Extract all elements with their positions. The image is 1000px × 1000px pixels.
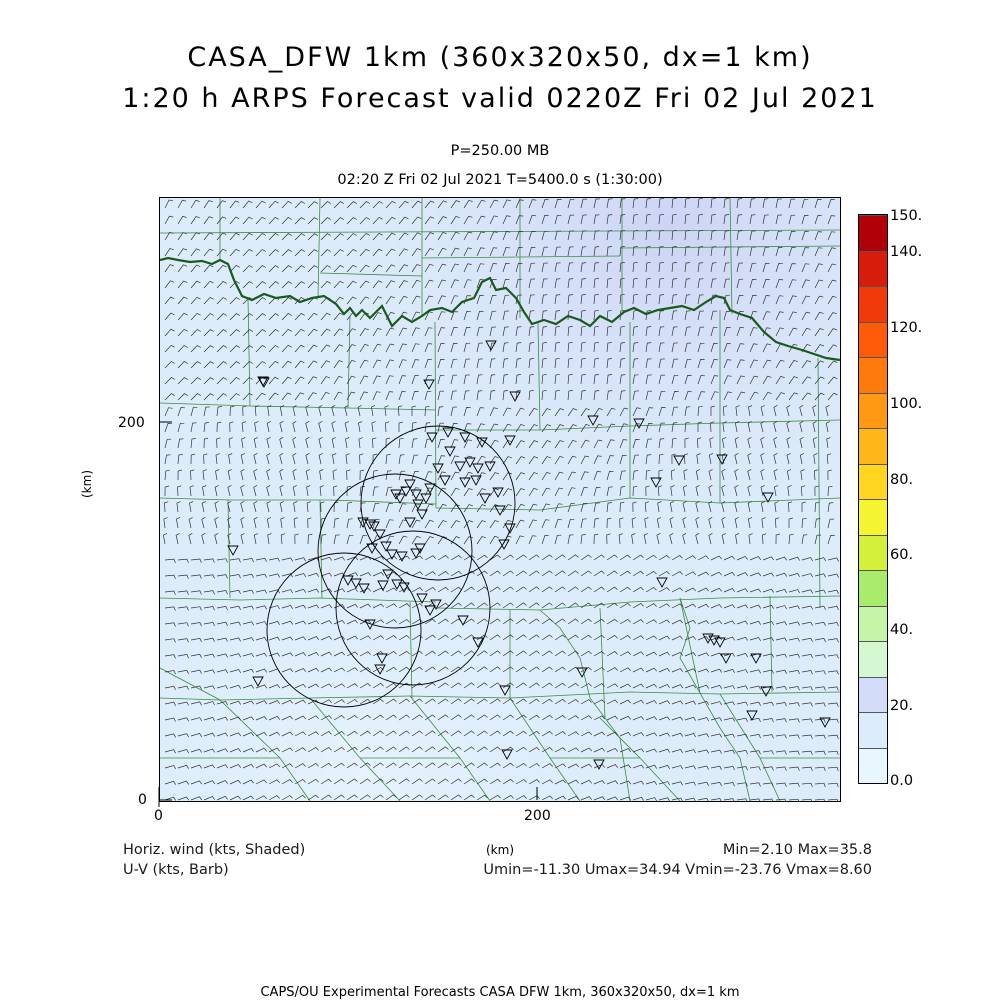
- legend-barb-field: U-V (kts, Barb): [123, 862, 229, 878]
- colorbar-segment: [859, 428, 887, 464]
- colorbar-label: 120.: [890, 320, 923, 336]
- colorbar-segment: [859, 499, 887, 535]
- colorbar-segment: [859, 748, 887, 784]
- colorbar-segment: [859, 322, 887, 358]
- y-tick-0: 0: [138, 792, 147, 808]
- colorbar-label: 80.: [890, 472, 914, 488]
- chart-title-line1: CASA_DFW 1km (360x320x50, dx=1 km): [187, 42, 813, 73]
- colorbar-label: 40.: [890, 622, 914, 638]
- colorbar-label: 60.: [890, 547, 914, 563]
- y-axis-label: (km): [80, 469, 94, 498]
- x-tick-200: 200: [524, 808, 551, 824]
- colorbar-label: 100.: [890, 396, 923, 412]
- colorbar-segment: [859, 251, 887, 287]
- colorbar-segment: [859, 357, 887, 393]
- y-tick-200: 200: [118, 415, 145, 431]
- colorbar-segment: [859, 286, 887, 322]
- colorbar-segment: [859, 464, 887, 500]
- colorbar-label: 140.: [890, 244, 923, 260]
- colorbar-segment: [859, 677, 887, 713]
- footer-credit: CAPS/OU Experimental Forecasts CASA DFW 1km, 360x320x50, dx=1 km: [260, 985, 740, 1000]
- legend-shaded-field: Horiz. wind (kts, Shaded): [123, 842, 306, 858]
- colorbar-segment: [859, 606, 887, 642]
- colorbar-segment: [859, 712, 887, 748]
- axis-ticks: [150, 190, 850, 810]
- colorbar: [858, 214, 888, 784]
- colorbar-segment: [859, 393, 887, 429]
- colorbar-label: 0.0: [890, 773, 914, 789]
- colorbar-segment: [859, 641, 887, 677]
- colorbar-segment: [859, 570, 887, 606]
- uv-extremes: Umin=-11.30 Umax=34.94 Vmin=-23.76 Vmax=8.60: [483, 862, 872, 878]
- min-max-values: Min=2.10 Max=35.8: [722, 842, 872, 858]
- colorbar-label: 20.: [890, 698, 914, 714]
- colorbar-segment: [859, 215, 887, 251]
- colorbar-label: 150.: [890, 208, 923, 224]
- x-tick-0: 0: [154, 808, 163, 824]
- x-axis-label: (km): [486, 843, 515, 857]
- pressure-level: P=250.00 MB: [450, 143, 550, 159]
- chart-title-line2: 1:20 h ARPS Forecast valid 0220Z Fri 02 Jul 2021: [122, 83, 878, 114]
- colorbar-segment: [859, 535, 887, 571]
- valid-time: 02:20 Z Fri 02 Jul 2021 T=5400.0 s (1:30:00): [337, 172, 663, 188]
